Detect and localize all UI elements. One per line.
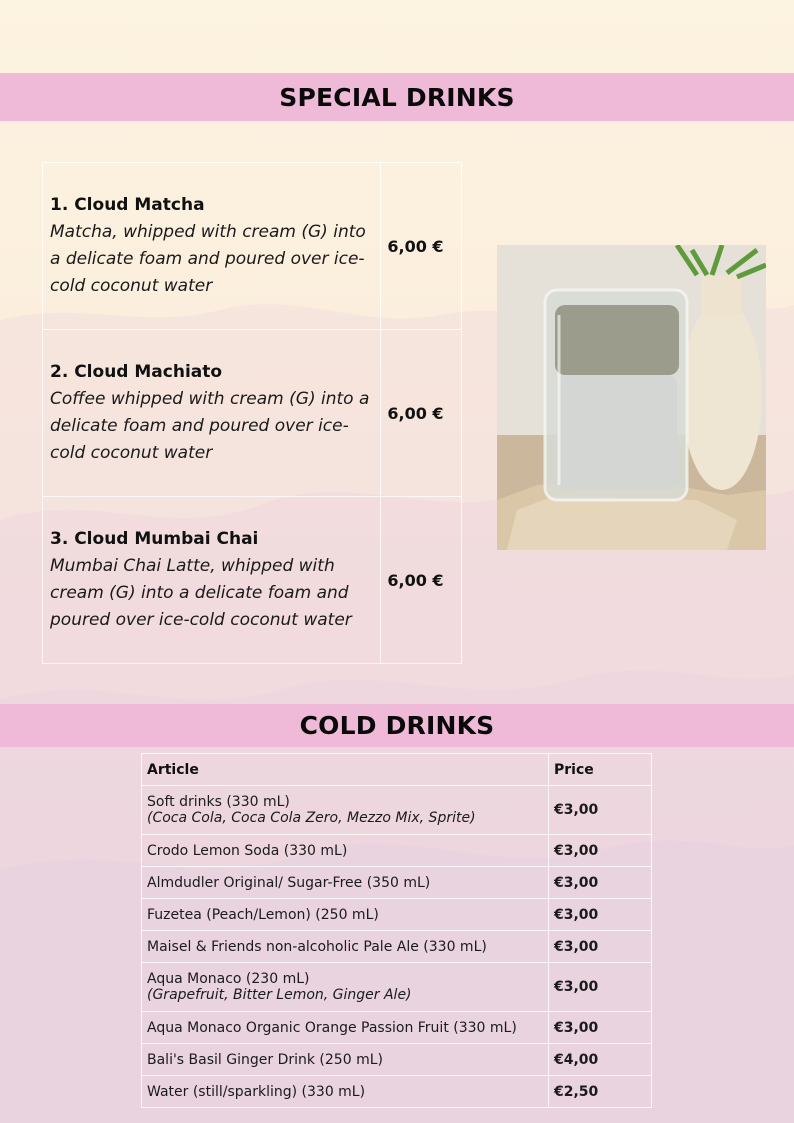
article-name: Aqua Monaco (230 mL) (147, 971, 310, 987)
article-price: €3,00 (549, 963, 652, 1012)
special-drinks-table (42, 162, 462, 664)
item-name: 2. Cloud Machiato (50, 362, 223, 382)
table-row (142, 931, 652, 963)
article-name: Almdudler Original/ Sugar-Free (350 mL) (142, 867, 549, 899)
article-name: Aqua Monaco Organic Orange Passion Fruit (330 mL) (142, 1012, 549, 1044)
special-item (43, 163, 462, 330)
item-name: 3. Cloud Mumbai Chai (50, 529, 259, 549)
column-header-price: Price (549, 754, 652, 786)
article-price: €4,00 (549, 1044, 652, 1076)
article-price: €3,00 (549, 867, 652, 899)
table-row (142, 1044, 652, 1076)
article-subtext: (Grapefruit, Bitter Lemon, Ginger Ale) (147, 987, 412, 1003)
special-drinks-header (0, 73, 794, 121)
cold-drinks-header (0, 704, 794, 747)
special-drinks-title: SPECIAL DRINKS (279, 82, 515, 112)
article-name: Maisel & Friends non-alcoholic Pale Ale (330 mL) (142, 931, 549, 963)
table-row (142, 786, 652, 835)
special-item (43, 497, 462, 664)
table-row (142, 1076, 652, 1108)
article-name: Crodo Lemon Soda (330 mL) (142, 835, 549, 867)
article-price: €3,00 (549, 835, 652, 867)
special-item (43, 330, 462, 497)
item-description: Coffee whipped with cream (G) into a delicate foam and poured over ice-cold coconut water (50, 389, 370, 463)
cold-drinks-title: COLD DRINKS (299, 711, 495, 740)
item-price: 6,00 € (381, 497, 462, 664)
table-row (142, 835, 652, 867)
table-header-row (142, 754, 652, 786)
item-price: 6,00 € (381, 330, 462, 497)
article-name: Bali's Basil Ginger Drink (250 mL) (142, 1044, 549, 1076)
table-row (142, 899, 652, 931)
article-price: €3,00 (549, 899, 652, 931)
article-name: Water (still/sparkling) (330 mL) (142, 1076, 549, 1108)
article-price: €2,50 (549, 1076, 652, 1108)
article-name: Fuzetea (Peach/Lemon) (250 mL) (142, 899, 549, 931)
cold-drinks-table (141, 753, 652, 1108)
table-row (142, 1012, 652, 1044)
article-price: €3,00 (549, 931, 652, 963)
item-description: Mumbai Chai Latte, whipped with cream (G) into a delicate foam and poured over ice-cold coconut water (50, 556, 352, 630)
article-price: €3,00 (549, 1012, 652, 1044)
article-name: Soft drinks (330 mL) (147, 794, 290, 810)
table-row (142, 867, 652, 899)
item-name: 1. Cloud Matcha (50, 195, 205, 215)
article-price: €3,00 (549, 786, 652, 835)
column-header-article: Article (142, 754, 549, 786)
item-price: 6,00 € (381, 163, 462, 330)
article-subtext: (Coca Cola, Coca Cola Zero, Mezzo Mix, Sprite) (147, 810, 476, 826)
table-row (142, 963, 652, 1012)
item-description: Matcha, whipped with cream (G) into a delicate foam and poured over ice-cold coconut water (50, 222, 366, 296)
cloud-drink-photo (497, 245, 766, 550)
